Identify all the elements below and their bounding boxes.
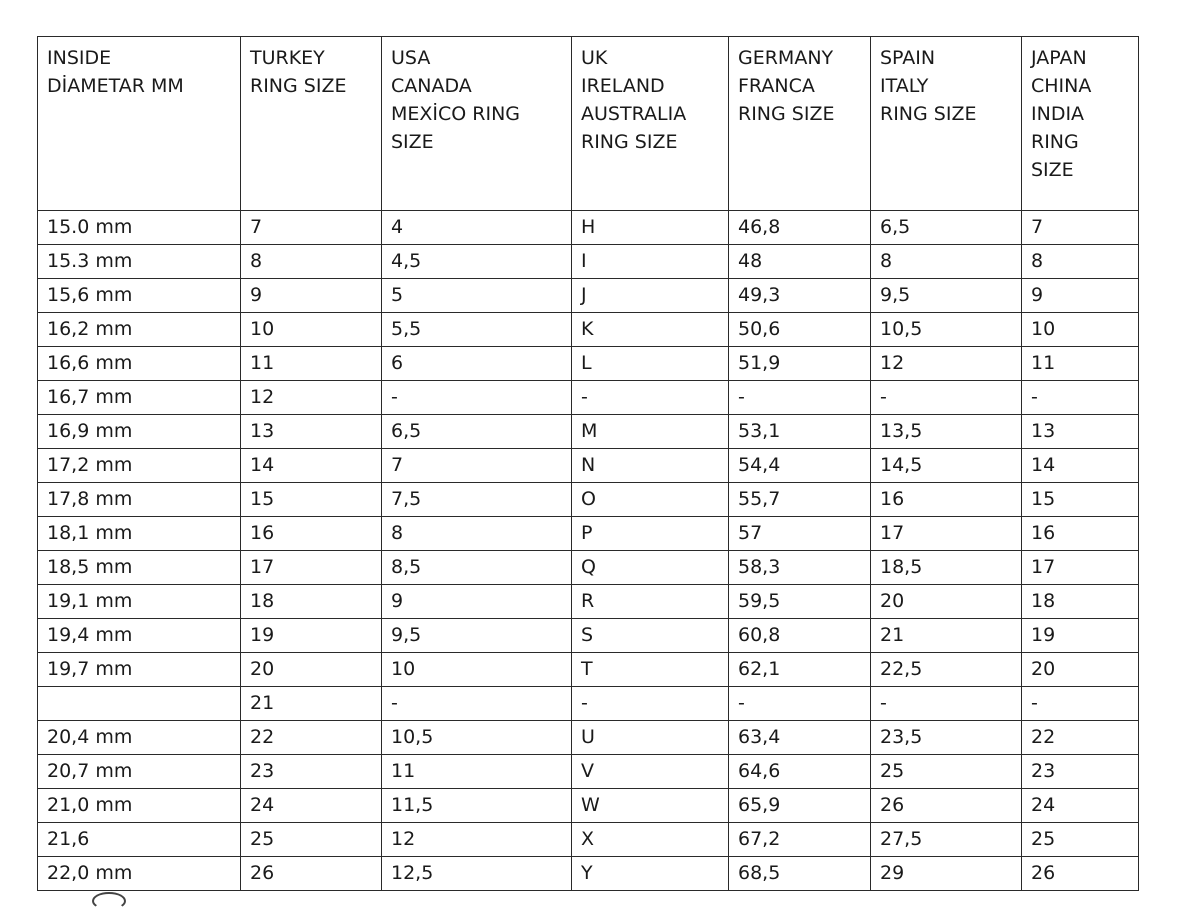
column-header-line: AUSTRALIA bbox=[581, 103, 687, 125]
column-header-line: DİAMETAR MM bbox=[47, 75, 184, 97]
table-cell: - bbox=[729, 687, 871, 721]
table-cell: 22,0 mm bbox=[38, 857, 241, 891]
table-cell: 49,3 bbox=[729, 279, 871, 313]
table-cell: M bbox=[572, 415, 729, 449]
table-cell: H bbox=[572, 211, 729, 245]
table-cell: 19,1 mm bbox=[38, 585, 241, 619]
table-cell: T bbox=[572, 653, 729, 687]
table-cell: 16 bbox=[871, 483, 1022, 517]
column-header-line: GERMANY bbox=[738, 47, 834, 69]
table-cell: 4 bbox=[382, 211, 572, 245]
table-cell: 16,2 mm bbox=[38, 313, 241, 347]
table-cell: 50,6 bbox=[729, 313, 871, 347]
table-cell: - bbox=[729, 381, 871, 415]
table-cell: 8,5 bbox=[382, 551, 572, 585]
table-cell: 24 bbox=[241, 789, 382, 823]
column-header-line: RING SIZE bbox=[880, 103, 977, 125]
table-cell: 62,1 bbox=[729, 653, 871, 687]
table-cell: Q bbox=[572, 551, 729, 585]
table-cell: Y bbox=[572, 857, 729, 891]
column-header-line: FRANCA bbox=[738, 75, 815, 97]
ring-size-table bbox=[37, 36, 1139, 891]
table-cell: 16,9 mm bbox=[38, 415, 241, 449]
column-header bbox=[871, 37, 1022, 211]
column-header-line: INSIDE bbox=[47, 47, 112, 69]
column-header-line: SIZE bbox=[1031, 159, 1074, 181]
table-row bbox=[38, 381, 1139, 415]
table-cell: 19 bbox=[241, 619, 382, 653]
table-cell: 18,5 bbox=[871, 551, 1022, 585]
table-cell: 11,5 bbox=[382, 789, 572, 823]
column-header-line: TURKEY bbox=[250, 47, 325, 69]
table-cell: 16 bbox=[1022, 517, 1139, 551]
table-row bbox=[38, 687, 1139, 721]
table-cell: 15.0 mm bbox=[38, 211, 241, 245]
table-row bbox=[38, 619, 1139, 653]
table-cell: 65,9 bbox=[729, 789, 871, 823]
table-cell: 21,6 bbox=[38, 823, 241, 857]
table-cell: 27,5 bbox=[871, 823, 1022, 857]
table-cell: 10 bbox=[382, 653, 572, 687]
table-cell: 22 bbox=[241, 721, 382, 755]
table-cell: 20,4 mm bbox=[38, 721, 241, 755]
table-cell: 10,5 bbox=[871, 313, 1022, 347]
table-cell: 24 bbox=[1022, 789, 1139, 823]
table-row bbox=[38, 585, 1139, 619]
table-cell: 17 bbox=[1022, 551, 1139, 585]
table-cell: 8 bbox=[1022, 245, 1139, 279]
table-cell: 22 bbox=[1022, 721, 1139, 755]
table-cell: 46,8 bbox=[729, 211, 871, 245]
table-cell: 16 bbox=[241, 517, 382, 551]
table-cell: 11 bbox=[241, 347, 382, 381]
column-header-line: RING SIZE bbox=[581, 131, 678, 153]
table-cell: - bbox=[572, 687, 729, 721]
table-body bbox=[38, 211, 1139, 891]
table-row bbox=[38, 449, 1139, 483]
table-cell: 9 bbox=[241, 279, 382, 313]
table-cell: 17 bbox=[241, 551, 382, 585]
table-cell: S bbox=[572, 619, 729, 653]
table-cell: 21 bbox=[871, 619, 1022, 653]
table-cell: K bbox=[572, 313, 729, 347]
column-header-line: UK bbox=[581, 47, 608, 69]
table-cell: 25 bbox=[241, 823, 382, 857]
table-cell: 15 bbox=[1022, 483, 1139, 517]
table-cell: 8 bbox=[241, 245, 382, 279]
table-cell: 6,5 bbox=[382, 415, 572, 449]
page-mark-icon bbox=[92, 892, 126, 910]
table-cell: - bbox=[382, 381, 572, 415]
table-cell: 12 bbox=[871, 347, 1022, 381]
table-cell: 20 bbox=[1022, 653, 1139, 687]
column-header-line: SIZE bbox=[391, 131, 434, 153]
column-header-line: RING SIZE bbox=[738, 103, 835, 125]
table-cell: 11 bbox=[382, 755, 572, 789]
table-cell: 54,4 bbox=[729, 449, 871, 483]
table-cell: 26 bbox=[241, 857, 382, 891]
table-cell: - bbox=[1022, 381, 1139, 415]
table-cell: 13 bbox=[1022, 415, 1139, 449]
table-cell: 21 bbox=[241, 687, 382, 721]
table-cell: 20 bbox=[871, 585, 1022, 619]
table-cell: 68,5 bbox=[729, 857, 871, 891]
table-cell: V bbox=[572, 755, 729, 789]
table-cell: 16,6 mm bbox=[38, 347, 241, 381]
table-cell: 7 bbox=[241, 211, 382, 245]
table-cell: - bbox=[1022, 687, 1139, 721]
column-header bbox=[572, 37, 729, 211]
table-cell: 5 bbox=[382, 279, 572, 313]
table-cell: 51,9 bbox=[729, 347, 871, 381]
table-row bbox=[38, 517, 1139, 551]
table-cell: 64,6 bbox=[729, 755, 871, 789]
table-cell: 9 bbox=[1022, 279, 1139, 313]
column-header bbox=[729, 37, 871, 211]
column-header-line: RING bbox=[1031, 131, 1079, 153]
table-row bbox=[38, 721, 1139, 755]
table-cell: 5,5 bbox=[382, 313, 572, 347]
table-cell: - bbox=[382, 687, 572, 721]
table-cell: 23 bbox=[241, 755, 382, 789]
table-cell: 10,5 bbox=[382, 721, 572, 755]
table-cell: 8 bbox=[382, 517, 572, 551]
table-cell: 10 bbox=[1022, 313, 1139, 347]
table-cell: 13,5 bbox=[871, 415, 1022, 449]
table-cell: 9,5 bbox=[871, 279, 1022, 313]
table-cell: 12 bbox=[382, 823, 572, 857]
table-cell: 18,1 mm bbox=[38, 517, 241, 551]
column-header-line: INDIA bbox=[1031, 103, 1085, 125]
table-cell: 18 bbox=[241, 585, 382, 619]
table-cell: 59,5 bbox=[729, 585, 871, 619]
table-cell: 14 bbox=[241, 449, 382, 483]
table-cell: L bbox=[572, 347, 729, 381]
table-cell: 12,5 bbox=[382, 857, 572, 891]
table-cell: 6,5 bbox=[871, 211, 1022, 245]
column-header bbox=[1022, 37, 1139, 211]
table-cell: 9 bbox=[382, 585, 572, 619]
table-row bbox=[38, 415, 1139, 449]
table-cell: 48 bbox=[729, 245, 871, 279]
column-header-line: MEXİCO RING bbox=[391, 103, 521, 125]
table-row bbox=[38, 551, 1139, 585]
table-cell: 26 bbox=[1022, 857, 1139, 891]
table-cell: 53,1 bbox=[729, 415, 871, 449]
table-cell: 19,7 mm bbox=[38, 653, 241, 687]
table-cell: 15 bbox=[241, 483, 382, 517]
table-cell: 67,2 bbox=[729, 823, 871, 857]
table-cell: 7,5 bbox=[382, 483, 572, 517]
table-cell: 14 bbox=[1022, 449, 1139, 483]
table-cell: 18,5 mm bbox=[38, 551, 241, 585]
table-row bbox=[38, 823, 1139, 857]
table-row bbox=[38, 279, 1139, 313]
table-cell: 26 bbox=[871, 789, 1022, 823]
table-cell: 19 bbox=[1022, 619, 1139, 653]
table-cell: 14,5 bbox=[871, 449, 1022, 483]
table-row bbox=[38, 789, 1139, 823]
table-cell: R bbox=[572, 585, 729, 619]
table-cell: J bbox=[572, 279, 729, 313]
table-cell: 10 bbox=[241, 313, 382, 347]
column-header bbox=[38, 37, 241, 211]
table-cell: - bbox=[871, 381, 1022, 415]
table-cell: 25 bbox=[871, 755, 1022, 789]
table-row bbox=[38, 211, 1139, 245]
column-header-line: IRELAND bbox=[581, 75, 665, 97]
table-cell: 29 bbox=[871, 857, 1022, 891]
table-cell: N bbox=[572, 449, 729, 483]
table-cell: U bbox=[572, 721, 729, 755]
table-row bbox=[38, 653, 1139, 687]
table-cell: 23 bbox=[1022, 755, 1139, 789]
column-header bbox=[241, 37, 382, 211]
table-cell: 20,7 mm bbox=[38, 755, 241, 789]
table-cell: 21,0 mm bbox=[38, 789, 241, 823]
table-cell: 58,3 bbox=[729, 551, 871, 585]
table-cell: 7 bbox=[1022, 211, 1139, 245]
table-cell: 55,7 bbox=[729, 483, 871, 517]
table-cell: 17 bbox=[871, 517, 1022, 551]
column-header-line: SPAIN bbox=[880, 47, 936, 69]
table-cell: 11 bbox=[1022, 347, 1139, 381]
table-cell: X bbox=[572, 823, 729, 857]
table-row bbox=[38, 347, 1139, 381]
table-cell: 20 bbox=[241, 653, 382, 687]
table-row bbox=[38, 483, 1139, 517]
column-header-line: CANADA bbox=[391, 75, 472, 97]
table-cell: 13 bbox=[241, 415, 382, 449]
table-cell: I bbox=[572, 245, 729, 279]
table-cell: 17,8 mm bbox=[38, 483, 241, 517]
table-cell: 9,5 bbox=[382, 619, 572, 653]
table-cell: 15.3 mm bbox=[38, 245, 241, 279]
table-cell: O bbox=[572, 483, 729, 517]
header-row bbox=[38, 37, 1139, 211]
column-header-line: RING SIZE bbox=[250, 75, 347, 97]
column-header-line: USA bbox=[391, 47, 431, 69]
table-cell: 8 bbox=[871, 245, 1022, 279]
table-row bbox=[38, 313, 1139, 347]
table-cell: 16,7 mm bbox=[38, 381, 241, 415]
table-cell: 17,2 mm bbox=[38, 449, 241, 483]
table-cell: 25 bbox=[1022, 823, 1139, 857]
table-cell: 23,5 bbox=[871, 721, 1022, 755]
table-cell: 19,4 mm bbox=[38, 619, 241, 653]
table-cell: - bbox=[871, 687, 1022, 721]
column-header-line: JAPAN bbox=[1031, 47, 1087, 69]
table-cell: 4,5 bbox=[382, 245, 572, 279]
column-header bbox=[382, 37, 572, 211]
table-cell: 57 bbox=[729, 517, 871, 551]
table-cell: 15,6 mm bbox=[38, 279, 241, 313]
column-header-line: ITALY bbox=[880, 75, 929, 97]
table-cell: W bbox=[572, 789, 729, 823]
table-row bbox=[38, 857, 1139, 891]
table-cell: 18 bbox=[1022, 585, 1139, 619]
table-cell: 22,5 bbox=[871, 653, 1022, 687]
table-cell: 7 bbox=[382, 449, 572, 483]
table-cell bbox=[38, 687, 241, 721]
table-cell: 6 bbox=[382, 347, 572, 381]
table-cell: - bbox=[572, 381, 729, 415]
column-header-line: CHINA bbox=[1031, 75, 1092, 97]
table-header bbox=[38, 37, 1139, 211]
table-cell: 63,4 bbox=[729, 721, 871, 755]
table-cell: 60,8 bbox=[729, 619, 871, 653]
table-cell: P bbox=[572, 517, 729, 551]
table-row bbox=[38, 755, 1139, 789]
table-cell: 12 bbox=[241, 381, 382, 415]
table-row bbox=[38, 245, 1139, 279]
